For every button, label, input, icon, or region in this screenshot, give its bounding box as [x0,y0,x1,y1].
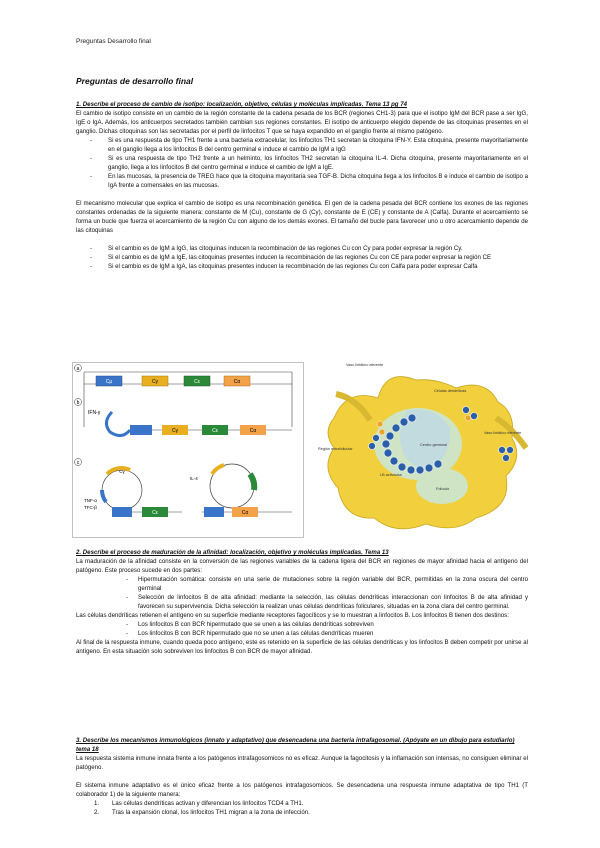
page-header: Preguntas Desarrollo final [76,38,151,45]
label-centro-germinal: Centro germinal [420,443,448,447]
q1-bullet: - En las mucosas, la presencia de TREG hace que la citoquina mayoritaria sea TGF-B. Dicha citoquina llega a los linfocitos B e induce el cambio de isotipo a IgA frente a comensales en las mucosas. [76,172,528,190]
q3-step-number: 2. [94,809,100,816]
svg-text:Cε: Cε [152,510,158,516]
q3-step-list [76,799,528,817]
question-1-heading: 1. Describe el proceso de cambio de isotipo: localización, objetivo, células y moléculas implicadas. Tema 13 pg 74 [76,101,407,108]
svg-text:Cε: Cε [212,428,218,434]
tgf-label: TFC-β [84,505,97,510]
q2-bullet-2: - Los linfocitos B con BCR hipermutado que no se unen a las células dendríticas mueren [76,629,528,638]
q3-step [76,808,528,817]
q3-paragraph-1: La respuesta sistema inmune innata frente a los patógenos intrafagosomicos no es eficaz. Aunque la fagocitosis y la inflamación son intensas, no consiguen eliminar el patógeno. [76,755,528,771]
label-foliculo: Folículo [436,487,450,491]
q3-step-text: Tras la expansión clonal, los linfocitos TH1 migran a la zona de infección. [112,809,310,816]
question-3-heading: 3. Describe los mecanismos inmunológicos (innato y adaptativo) que desencadena una bacteria intrafagosomal. (Apóyate en un dibujo para estudiarlo) tema 18 [76,737,515,753]
q1-paragraph-2: El mecanismo molecular que explica el cambio de isotipo es una recombinación genética. El gen de la cadena pesada del BCR contiene los exones de las regiones constantes ordenadas de la siguiente manera: constante de M (Cu), constante de G (Cy), constante de E (CE) y constante de A (Calfa). Durante el acercamiento se forma un bucle que fuerza el acercamiento de la región Cu con alguno de los demás exones. El tamaño del bucle para favorecer uno u otro acercamiento depende de las citoquinas [76,200,528,234]
seg-gamma: Cγ [151,379,159,385]
label-vaso-eferente: Vaso linfático eferente [484,431,522,435]
label-lb-activados: LB activados [380,473,402,477]
seg-mu: Cμ [105,379,113,385]
question-2-heading: 2. Describe el proceso de maduración de la afinidad: localización, objetivo y moléculas implicadas. Tema 13 [76,549,389,556]
il4-label: IL-4 [190,476,198,481]
ifn-label: IFN-γ [88,410,101,416]
panel-b-label: b [76,400,80,406]
lymph-node-diagram [316,358,528,538]
q2-bullet: - Selección de linfocitos B de alta afinidad: mediante la selección, las células dendríticas interaccionan con linfocitos B de alta afinidad y favorecen su supervivencia. Dicha selección la realizan unas células dendríticas foliculares, situadas en la zona clara del centro germinal. [76,593,528,611]
q1-bullet-list [76,136,528,190]
q2-bullet-2: - Los linfocitos B con BCR hipermutado que se unen a las células dendríticas sobreviven [76,620,528,629]
q1-bullet-2: - Si el cambio es de IgM a IgE, las citoquinas presentes inducen la recombinación de las regiones Cu con CE para poder expresar la región CE [76,253,528,262]
q3-paragraph-2: El sistema inmune adaptativo es el único eficaz frente a los patógenos intrafagosomicos. Se desencadena una respuesta inmune adaptativa de tipo TH1 (T colaborador 1) de la siguiente manera: [76,782,528,798]
label-region-extrafolicular: Región extrafolicular [318,447,353,451]
tnf-label: TNF-α [84,498,97,503]
panel-a-label: a [76,366,80,372]
q3-step [76,799,528,808]
q3-step-number: 1. [94,800,100,807]
label-vaso-aferente: Vaso linfático aferente [346,363,384,367]
q2-paragraph-3: Al final de la respuesta inmune, cuando queda poco antígeno, este es retenido en la superficie de las células dendríticas y los linfocitos B deben competir por unirse al antígeno. En esta situación solo sobreviven los linfocitos B con BCR de mayor afinidad. [76,639,528,655]
label-celulas-dendriticas: Células dendríticas [434,389,467,393]
q2-bullet-list [76,575,528,611]
svg-text:Cγ: Cγ [171,428,179,434]
svg-text:Cα: Cα [249,428,257,434]
q1-bullet-2: - Si el cambio es de IgM a IgA, las citoquinas presentes inducen la recombinación de las regiones Cu con Calfa para poder expresar Calfa [76,262,528,271]
q2-paragraph-1: La maduración de la afinidad consiste en la conversión de las regiones variables de la cadena ligera del BCR en regiones de mayor afinidad hacia el antígeno del patógeno. Este proceso sucede en dos partes: [76,558,528,574]
svg-text:Cγ: Cγ [119,469,125,474]
q2-paragraph-2: Las células dendríticas retienen el antígeno en su superficie mediante receptores fagocíticos y se lo muestran a linfocitos B. Los linfocitos B tienen dos destinos: [76,612,509,619]
q1-paragraph-1: El cambio de isotipo consiste en un cambio de la región constante de la cadena pesada de los BCR (regiones CH1-3) para que el isotipo IgM del BCR pase a ser IgG, IgE o IgA. Además, los anticuerpos secretados también cambian sus regiones constantes. El isotipo de anticuerpo elegido depende de las citoquinas presentes en el ganglio. Dichas citoquinas son las secretadas por el perfil de linfocitos T que se haya expandido en el ganglio frente al mismo patógeno. [76,110,528,135]
question-2 [76,548,528,656]
question-3 [76,736,528,817]
q1-bullet: - Si es una respuesta de tipo TH2 frente a un helminto, los linfocitos TH2 secretan la citoquina IL-4. Dicha citoquina, presente mayoritariamente en el ganglio, llega a los linfocitos B del centro germinal e induce el cambio de IgM a IgE. [76,154,528,172]
q2-bullet-list-2 [76,620,528,638]
q1-bullet: - Si es una respuesta de tipo TH1 frente a una bacteria extracelular, los linfocitos TH1 secretan la citoquina IFN-Y. Esta citoquina, presente mayoritariamente en el ganglio llega a los linfocitos B del centro germinal e induce el cambio de IgM a IgG [76,136,528,154]
page-title: Preguntas de desarrollo final [76,76,194,86]
q1-bullet-list-2 [76,244,528,271]
svg-text:Cα: Cα [241,510,249,516]
q2-bullet: - Hipermutación somática: consiste en una serie de mutaciones sobre la región variable del BCR, permitidas en la zona oscura del centro germinal [76,575,528,593]
question-1 [76,100,528,271]
class-switch-diagram [72,362,304,538]
q3-step-text: Las células dendríticas activan y diferencian los linfocitos TCD4 a TH1. [112,800,304,807]
panel-c-label: c [76,460,80,466]
q1-bullet-2: - Si el cambio es de IgM a IgG, las citoquinas inducen la recombinación de las regiones Cu con Cy para poder expresar la región Cy. [76,244,528,253]
seg-eps: Cε [194,379,200,385]
seg-alpha: Cα [233,379,241,385]
